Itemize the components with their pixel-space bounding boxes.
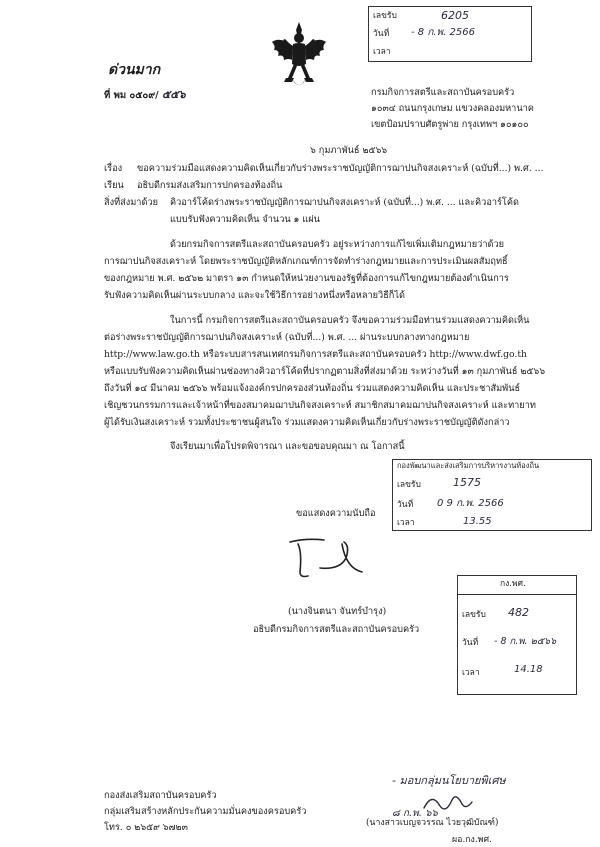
recipient-label: เรียน [104, 180, 124, 191]
body-p2-line4: หรือแบบรับฟังความคิดเห็นผ่านช่องทางคิวอาร์โค้ดที่ปรากฏตามสิ่งที่ส่งมาด้วย ระหว่างวันที่ ๑๓ กุมภาพันธ์ ๒๕๖๖ [104, 366, 546, 377]
receipt-mid-date-label: วันที่ [397, 500, 414, 510]
enclosure-line1: คิวอาร์โค้ดร่างพระราชบัญญัติการฌาปนกิจสงเคราะห์ (ฉบับที่...) พ.ศ. ... และคิวอาร์โค้ด [170, 197, 519, 208]
office-address-line2: เขตป้อมปราบศัตรูพ่าย กรุงเทพฯ ๑๐๑๐๐ [371, 119, 529, 130]
receipt-bottom-no-label: เลขรับ [462, 610, 486, 620]
receipt-bottom-time-label: เวลา [462, 668, 480, 678]
receipt-mid-time-value: 13.55 [463, 516, 492, 527]
receipt-bottom-date-label: วันที่ [462, 638, 479, 648]
document-number-handwritten: ๕๕๖ [161, 88, 186, 101]
office-address-line1: ๑๐๓๔ ถนนกรุงเกษม แขวงคลองมหานาค [371, 103, 534, 114]
enclosure-label: สิ่งที่ส่งมาด้วย [104, 197, 158, 208]
footer-division: กองส่งเสริมสถาบันครอบครัว [104, 790, 217, 801]
footer-phone: โทร. ๐ ๒๖๕๙ ๖๗๒๓ [104, 822, 188, 833]
receipt-stamp-middle [392, 459, 592, 531]
footer-group: กลุ่มเสริมสร้างหลักประกันความมั่นคงของครอบครัว [104, 806, 307, 817]
closing-regards: ขอแสดงความนับถือ [296, 508, 376, 519]
handwritten-date: ๘ ก.พ. ๖๖ [392, 808, 438, 819]
handwritten-note: - มอบกลุ่มนโยบายพิเศษ [392, 774, 506, 787]
signer-title: อธิบดีกรมกิจการสตรีและสถาบันครอบครัว [253, 624, 420, 635]
office-name: กรมกิจการสตรีและสถาบันครอบครัว [371, 87, 515, 98]
body-p2-line3: http://www.law.go.th หรือระบบสารสนเทศกรมกิจการสตรีและสถาบันครอบครัว http://www.dwf.go.th [104, 349, 527, 360]
receipt-mid-time-label: เวลา [397, 518, 415, 528]
body-p2-line2: ต่อร่างพระราชบัญญัติการฌาปนกิจสงเคราะห์ (ฉบับที่...) พ.ศ. ... ผ่านระบบกลางทางกฎหมาย [104, 332, 470, 343]
annotator-name: (นางสาวเบญจวรรณ ไวยวุฒิบัณฑ์) [366, 818, 499, 828]
receipt-bottom-divider [458, 594, 576, 595]
body-p1-line4: รับฟังความคิดเห็นผ่านระบบกลาง และจะใช้วิธีการอย่างหนึ่งหรือหลายวิธีก็ได้ [104, 290, 405, 301]
subject-label: เรื่อง [104, 163, 123, 174]
receipt-stamp-top [368, 6, 532, 62]
annotator-title: ผอ.กง.พศ. [452, 835, 492, 845]
receipt-no-label: เลขรับ [373, 11, 397, 21]
receipt-date-label: วันที่ [373, 29, 390, 39]
body-p2-line7: ผู้ได้รับเงินสงเคราะห์ รวมทั้งประชาชนผู้สนใจ ร่วมแสดงความคิดเห็นเกี่ยวกับร่างพระราชบัญญัติดังกล่าว [104, 417, 510, 428]
document-date: ๖ กุมภาพันธ์ ๒๕๖๖ [310, 145, 388, 156]
document-number-text: ที่ พม ๐๕๐๙/ [104, 90, 162, 101]
document-number [104, 88, 186, 101]
recipient-text: อธิบดีกรมส่งเสริมการปกครองท้องถิ่น [137, 180, 283, 191]
signer-name: (นางจินตนา จันทร์บำรุง) [288, 606, 387, 617]
receipt-no-value: 6205 [441, 9, 469, 22]
body-p1-line1: ด้วยกรมกิจการสตรีและสถาบันครอบครัว อยู่ระหว่างการแก้ไขเพิ่มเติมกฎหมายว่าด้วย [170, 239, 504, 250]
body-p2-line6: เชิญชวนกรรมการและเจ้าหน้าที่ของสมาคมฌาปนกิจสงเคราะห์ สมาชิกสมาคมฌาปนกิจสงเคราะห์ และทายาท [104, 400, 536, 411]
signature [280, 528, 390, 584]
receipt-bottom-time-value: 14.18 [514, 664, 543, 675]
body-p2-line5: ถึงวันที่ ๑๔ มีนาคม ๒๕๖๖ พร้อมแจ้งองค์กรปกครองส่วนท้องถิ่น ร่วมแสดงความคิดเห็น และประชาสัมพันธ์ [104, 383, 521, 394]
receipt-bottom-no-value: 482 [508, 606, 529, 619]
body-p2-line1: ในการนี้ กรมกิจการสตรีและสถาบันครอบครัว จึงขอความร่วมมือท่านร่วมแสดงความคิดเห็น [170, 315, 530, 326]
receipt-mid-no-label: เลขรับ [397, 480, 421, 490]
receipt-bottom-org: กง.พศ. [500, 579, 526, 589]
receipt-mid-no-value: 1575 [453, 476, 481, 489]
receipt-mid-date-value: 0 9 ก.พ. 2566 [437, 498, 504, 509]
urgency-label: ด่วนมาก [108, 62, 161, 78]
receipt-date-value: - 8 ก.พ. 2566 [411, 27, 475, 38]
body-p3: จึงเรียนมาเพื่อโปรดพิจารณา และขอขอบคุณมา ณ โอกาสนี้ [170, 441, 405, 452]
body-p1-line3: ของกฎหมาย พ.ศ. ๒๕๖๒ มาตรา ๑๓ กำหนดให้หน่วยงานของรัฐที่ต้องการแก้ไขกฎหมายต้องดำเนินการ [104, 273, 509, 284]
receipt-mid-org: กองพัฒนาและส่งเสริมการบริหารงานท้องถิ่น [397, 461, 540, 470]
garuda-emblem [268, 20, 330, 96]
receipt-stamp-bottom [457, 575, 577, 695]
receipt-time-label: เวลา [373, 47, 391, 57]
body-p1-line2: การฌาปนกิจสงเคราะห์ โดยพระราชบัญญัติหลักเกณฑ์การจัดทำร่างกฎหมายและการประเมินผลสัมฤทธิ์ [104, 256, 508, 267]
subject-text: ขอความร่วมมือแสดงความคิดเห็นเกี่ยวกับร่างพระราชบัญญัติการฌาปนกิจสงเคราะห์ (ฉบับที่...) พ.ศ. ... [137, 163, 544, 174]
receipt-bottom-date-value: - 8 ก.พ. ๒๕๖๖ [494, 636, 557, 647]
enclosure-line2: แบบรับฟังความคิดเห็น จำนวน ๑ แผ่น [170, 214, 320, 225]
